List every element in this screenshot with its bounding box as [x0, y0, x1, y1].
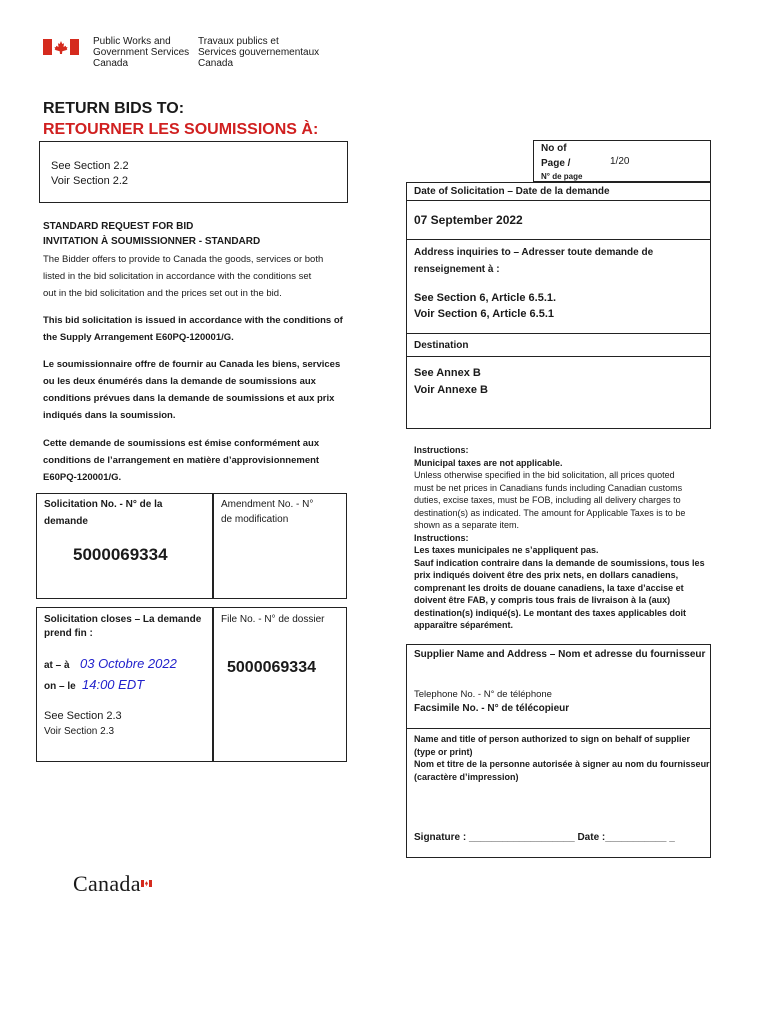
wordmark-flag-icon — [141, 874, 152, 881]
closes-at-label: at – à — [44, 660, 70, 671]
facsimile-label: Facsimile No. - N° de télécopieur — [414, 703, 570, 714]
address-inquiries-value-1: See Section 6, Article 6.5.1. — [414, 292, 557, 304]
address-inquiries-value-2: Voir Section 6, Article 6.5.1 — [414, 308, 554, 320]
amendment-label-2: de modification — [221, 514, 289, 525]
paragraph-bidder-offer: The Bidder offers to provide to Canada the goods, services or both listed in the bid solicitation in accordance with the conditions set out in the bid solicitation and the prices set out in the bid. — [43, 254, 324, 299]
destination-value-1: See Annex B — [414, 367, 481, 379]
address-inquiries-label-2: renseignement à : — [414, 264, 500, 275]
return-bids-line1: See Section 2.2 — [51, 160, 129, 172]
file-number-box — [213, 607, 347, 762]
canada-wordmark: Canada — [73, 871, 141, 896]
signature-date-line: Signature : ___________________ Date :___________ _ — [414, 832, 675, 843]
solicitation-label-2: demande — [44, 516, 88, 527]
supplier-label: Supplier Name and Address – Nom et adresse du fournisseur — [414, 649, 706, 660]
telephone-label: Telephone No. - N° de téléphone — [414, 689, 552, 700]
page-label-3: N° de page — [541, 172, 583, 181]
page-label-2: Page / — [541, 158, 571, 169]
solicitation-number: 5000069334 — [73, 545, 168, 564]
return-bids-box — [39, 141, 348, 203]
paragraph-arrangement-fr: Cette demande de soumissions est émise conformément aux conditions de l’arrangement en matière d’approvisionnement E60PQ-120001/G. — [43, 438, 320, 483]
page-label-1: No of — [541, 143, 567, 154]
standard-request-title-fr: INVITATION À SOUMISSIONNER - STANDARD — [43, 236, 261, 247]
closes-label-2: prend fin : — [44, 628, 93, 639]
closes-label-1: Solicitation closes – La demande — [44, 614, 202, 625]
destination-label: Destination — [414, 340, 469, 351]
closing-date: 03 Octobre 2022 — [80, 656, 177, 671]
canada-flag-icon — [43, 39, 79, 55]
dept-name-fr: Travaux publics et Services gouvernementaux Canada — [198, 36, 320, 69]
address-inquiries-label-1: Address inquiries to – Adresser toute demande de — [414, 247, 654, 258]
return-bids-title: RETURN BIDS TO: — [43, 100, 185, 117]
standard-request-title: STANDARD REQUEST FOR BID — [43, 221, 194, 232]
closes-on-label: on – le — [44, 681, 76, 692]
date-solicitation-value: 07 September 2022 — [414, 213, 523, 227]
closes-voir-section: Voir Section 2.3 — [44, 726, 115, 737]
date-solicitation-label: Date of Solicitation – Date de la demande — [414, 186, 610, 197]
file-number-label: File No. - N° de dossier — [221, 614, 325, 625]
paragraph-supply-arrangement: This bid solicitation is issued in accordance with the conditions of the Supply Arrangement E60PQ-120001/G. — [43, 315, 343, 343]
paragraph-soumissionnaire: Le soumissionnaire offre de fournir au Canada les biens, services ou les deux énumérés dans la demande de soumissions aux conditions prévues dans la demande de soumissions et aux prix indiqués dans la soumission. — [43, 359, 341, 421]
return-bids-line2: Voir Section 2.2 — [51, 175, 129, 187]
amendment-label-1: Amendment No. - N° — [221, 499, 314, 510]
page-number-value: 1/20 — [610, 156, 630, 167]
closing-time: 14:00 EDT — [82, 677, 145, 692]
file-number: 5000069334 — [227, 659, 316, 676]
return-bids-title-fr: RETOURNER LES SOUMISSIONS À: — [43, 121, 319, 138]
authorized-person-block: Name and title of person authorized to sign on behalf of supplier (type or print) Nom et titre de la personne autorisée à signer au nom du fournisseur (caractère d’impression) — [414, 734, 710, 782]
destination-value-2: Voir Annexe B — [414, 384, 488, 396]
dept-name-en: Public Works and Government Services Canada — [93, 36, 190, 69]
closes-see-section: See Section 2.3 — [44, 710, 122, 722]
instructions-block: Instructions: Municipal taxes are not applicable. Unless otherwise specified in the bid solicitation, all prices quoted must be net prices in Canadians funds including Canadian customs duties, excise taxes, must be FOB, including all delivery charges to destination(s) as indicated. The amount for Applicable Taxes is to be shown as a separate item. Instructions: Les taxes municipales ne s’appliquent pas. Sauf indication contraire dans la demande de soumissions, tous les prix indiqués doivent être des prix nets, en dollars canadiens, comprenant les droits de douane canadiens, la taxe d’accise et doivent être FAB, y compris tous frais de livraison à la (aux) destination(s) indiqué(s). Le montant des taxes applicables doit apparaître séparément. — [414, 445, 705, 630]
solicitation-label-1: Solicitation No. - N° de la — [44, 499, 163, 510]
